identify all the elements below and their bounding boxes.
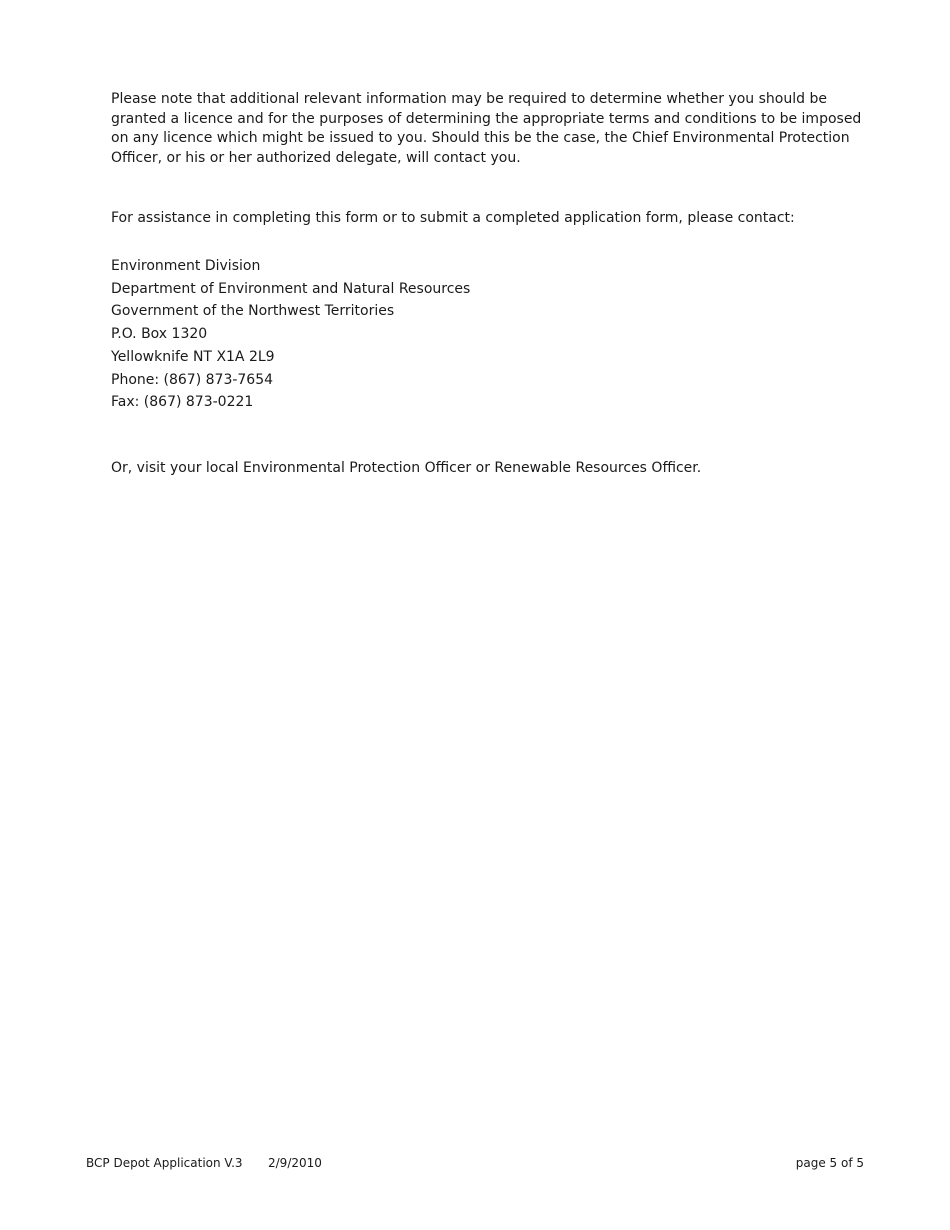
footer-date: 2/9/2010 (268, 1156, 322, 1170)
address-department: Department of Environment and Natural Resources (111, 280, 471, 297)
visit-officer-paragraph: Or, visit your local Environmental Protection Officer or Renewable Resources Officer. (111, 460, 702, 476)
address-city: Yellowknife NT X1A 2L9 (111, 348, 275, 365)
address-po-box: P.O. Box 1320 (111, 326, 208, 343)
footer-document-name: BCP Depot Application V.3 (86, 1156, 243, 1170)
address-phone: Phone: (867) 873-7654 (111, 371, 274, 388)
contact-address (111, 255, 470, 414)
footer-page-number: page 5 of 5 (795, 1156, 864, 1170)
address-division: Environment Division (111, 258, 261, 274)
address-government: Government of the Northwest Territories (111, 303, 395, 320)
assistance-paragraph: For assistance in completing this form or to submit a completed application form, please contact: (111, 210, 795, 226)
additional-information-paragraph: Please note that additional relevant information may be required to determine whether you should be granted a licence and for the purposes of determining the appropriate terms and conditions to be imposed on any licence which might be issued to you. Should this be the case, the Chief Environmental Protection Officer, or his or her authorized delegate, will contact you. (111, 91, 862, 166)
address-fax: Fax: (867) 873-0221 (111, 394, 254, 411)
